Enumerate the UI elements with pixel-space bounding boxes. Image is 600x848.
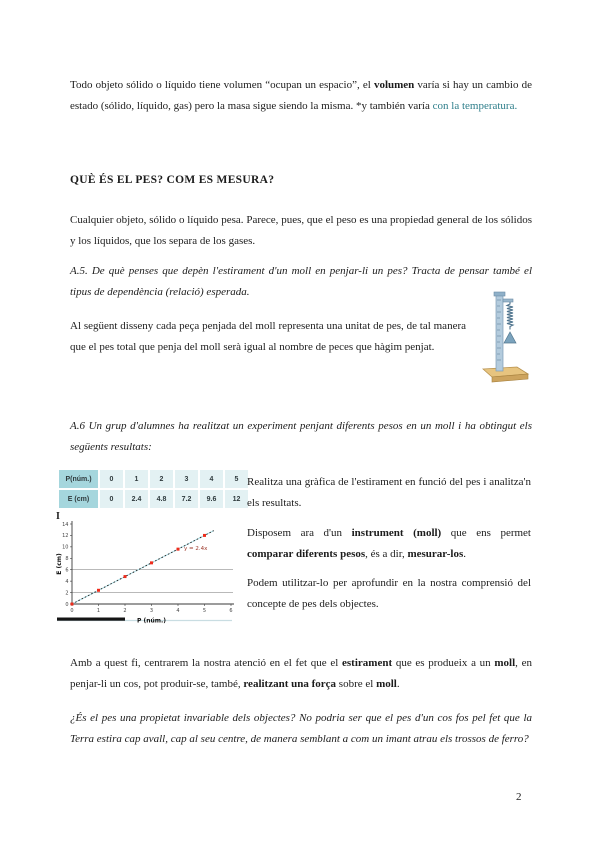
design-paragraph: Al següent disseny cada peça penjada del moll representa una unitat de pes, de tal manera que el pes total que penja del moll serà igual al nombre de peces que hàgim penjat. [70, 320, 466, 353]
svg-text:3: 3 [149, 608, 154, 614]
table-cell: 1 [125, 470, 148, 488]
intro-paragraph [70, 75, 532, 117]
closing-text-1: Amb a quest fi, centrarem la nostra atenció en el fet que el [70, 657, 343, 669]
closing-bold-estirament: estirament [342, 657, 393, 669]
svg-text:E (cm): E (cm) [56, 553, 63, 575]
p2-text-4: . [463, 548, 467, 560]
intro-bold-volumen: volumen [373, 79, 415, 91]
svg-text:6: 6 [229, 608, 233, 614]
closing-bold-forca: realitzant una força [243, 678, 337, 690]
table-cell: 2 [150, 470, 173, 488]
table-header-e: E (cm) [59, 490, 98, 508]
activity-a6: A.6 Un grup d'alumnes ha realitzat un experiment penjant diferents pesos en un moll i ha obtingut els següents resultats: [70, 420, 532, 453]
svg-text:4: 4 [65, 578, 69, 585]
table-cell: 9.6 [200, 490, 223, 508]
closing-text-5: . [396, 678, 400, 690]
hanging-weight [504, 332, 516, 343]
svg-text:1: 1 [96, 608, 101, 614]
svg-text:4: 4 [176, 608, 180, 614]
table-cell: 5 [225, 470, 248, 488]
table-cell: 4.8 [150, 490, 173, 508]
stretch-chart [55, 516, 239, 636]
p2-text-1: Disposem ara d'un [247, 527, 352, 539]
chart-corner-mark: I [56, 511, 60, 522]
closing-bold-moll-2: moll [376, 678, 397, 690]
chart-black-bar-artifact [57, 618, 125, 621]
intro-note-teal: con la temperatura. [432, 100, 518, 112]
closing-bold-moll-1: moll [494, 657, 516, 669]
p2-bold-mesurar: mesurar-los [407, 548, 464, 560]
table-cell: 12 [225, 490, 248, 508]
page-number: 2 [516, 791, 522, 803]
closing-text-3: , en penjar-li un cos, pot produir-se, també, [70, 657, 532, 690]
right-col-paragraph-3: Podem utilitzar-lo per aprofundir en la nostra comprensió del concepte de pes dels objectes. [247, 577, 531, 610]
final-question: ¿És el pes una propietat invariable dels objectes? No podria ser que el pes d'un cos fos pel fet que la Terra estira cap avall, cap al seu centre, de manera semblant a com un imant atrau els trossos de ferro? [70, 712, 532, 745]
svg-text:10: 10 [62, 544, 69, 551]
right-col-paragraph-2 [247, 523, 531, 565]
table-cell: 4 [200, 470, 223, 488]
svg-text:8: 8 [65, 556, 69, 563]
activity-a5: A.5. De què penses que depèn l'estirament d'un moll en penjar-li un pes? Tracta de pensar també el tipus de dependència (relació) esperada. [70, 265, 532, 298]
spring-stand-image [476, 290, 532, 384]
intro-text-2: varía si hay un cambio de estado (sólido, líquido, gas) pero la masa sigue siendo la misma. [70, 79, 532, 112]
svg-text:14: 14 [62, 521, 69, 528]
closing-paragraph [70, 653, 532, 695]
intro-note: *y también varía [355, 100, 433, 112]
stand-top-cap [494, 292, 505, 296]
p2-bold-comparar: comparar diferents pesos [247, 548, 366, 560]
intro-text-1: Todo objeto sólido o líquido tiene volumen “ocupan un espacio”, el [70, 79, 374, 91]
stand-clamp-arm [503, 299, 513, 302]
general-paragraph: Cualquier objeto, sólido o líquido pesa. Parece, pues, que el peso es una propiedad general de los sólidos y los líquidos, que los separa de los gases. [70, 214, 532, 247]
table-cell: 0 [100, 490, 123, 508]
table-header-p: P(núm.) [59, 470, 98, 488]
svg-text:2: 2 [65, 590, 69, 597]
results-table [57, 468, 250, 510]
svg-text:6: 6 [65, 567, 69, 574]
svg-text:2: 2 [123, 608, 127, 614]
closing-text-2: que es produeix a un [392, 657, 495, 669]
p2-text-2: que ens permet [441, 527, 531, 539]
svg-text:P (núm.): P (núm.) [136, 617, 167, 625]
stretch-chart-svg [55, 516, 239, 636]
svg-text:y = 2.4x: y = 2.4x [184, 546, 208, 552]
table-cell: 2.4 [125, 490, 148, 508]
stand-ruler-pole [496, 294, 503, 371]
svg-text:0: 0 [70, 608, 74, 614]
table-cell: 3 [175, 470, 198, 488]
table-cell: 7.2 [175, 490, 198, 508]
p2-bold-instrument: instrument (moll) [351, 527, 442, 539]
svg-text:12: 12 [62, 533, 69, 540]
right-col-paragraph-1: Realitza una gràfica de l'estirament en funció del pes i analitza'n els resultats. [247, 476, 531, 509]
table-row-p [59, 470, 248, 488]
closing-text-4: sobre el [336, 678, 377, 690]
p2-text-3: , és a dir, [365, 548, 408, 560]
spring-coil [507, 302, 513, 330]
svg-text:5: 5 [202, 608, 207, 614]
table-cell: 0 [100, 470, 123, 488]
table-row-e [59, 490, 248, 508]
svg-text:0: 0 [65, 601, 69, 608]
section-heading: QUÈ ÉS EL PES? COM ES MESURA? [70, 174, 275, 186]
spring-stand-svg [476, 290, 532, 384]
